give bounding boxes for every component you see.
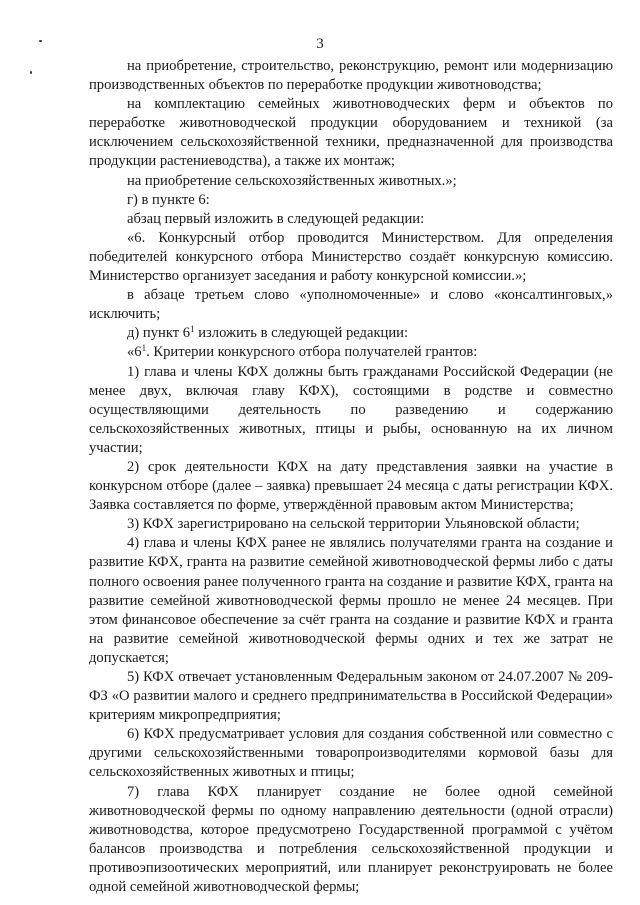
paragraph: на комплектацию семейных животноводческих ферм и объектов по переработке животноводческой продукции оборудованием и техникой (за исключением сельскохозяйственной техники, предназначенной для производства продукции растениеводства), а также их монтаж; [89, 96, 613, 170]
paragraph: абзац первый изложить в следующей редакции: [127, 210, 425, 227]
scan-speck [39, 40, 42, 42]
document-body [89, 57, 613, 897]
paragraph: «6. Конкурсный отбор проводится Министерством. Для определения победителей конкурсного отбора Министерство создаёт конкурсную комиссию. Министерство организует заседания и работу конкурсной комиссии.»; [89, 229, 613, 285]
paragraph-text: изложить в следующей редакции: [194, 325, 409, 342]
paragraph: в абзаце третьем слово «уполномоченные» и слово «консалтинговых,» исключить; [89, 287, 613, 323]
page-number: 3 [316, 36, 324, 52]
paragraph: 3) КФХ зарегистрировано на сельской территории Ульяновской области; [127, 516, 580, 533]
paragraph-text: «6 [127, 344, 142, 361]
superscript: 1 [141, 343, 147, 354]
superscript: 1 [190, 324, 195, 335]
paragraph-text: д) пункт 6 [127, 325, 191, 342]
paragraph: 1) глава и члены КФХ должны быть гражданами Российской Федерации (не менее двух, включая главу КФХ), состоящими в родстве и совместно осуществляющими деятельность по разведению и содержанию сельскохозяйственных животных, птицы и рыбы, основанную на их личном участии; [89, 363, 613, 456]
paragraph: 5) КФХ отвечает установленным Федеральным законом от 24.07.2007 № 209-ФЗ «О развитии малого и среднего предпринимательства в Российской Федерации» критериям микропредприятия; [89, 669, 613, 724]
paragraph [89, 343, 613, 362]
paragraph: 7) глава КФХ планирует создание не более одной семейной животноводческой фермы по одному направлению деятельности (одной отрасли) животноводства, которое предусмотрено Государственной программой с учётом балансов производства и потребления сельскохозяйственной продукции и противоэпизоотических мероприятий, или планирует реконструировать не более одной семейной животноводческой фермы; [89, 783, 613, 896]
paragraph: 6) КФХ предусматривает условия для создания собственной или совместно с другими сельскохозяйственными товаропроизводителями кормовой базы для сельскохозяйственных животных и птицы; [89, 726, 613, 781]
paragraph: на приобретение сельскохозяйственных животных.»; [127, 172, 457, 189]
paragraph: г) в пункте 6: [127, 191, 210, 208]
paragraph-text: . Критерии конкурсного отбора получателей грантов: [146, 344, 478, 361]
paragraph [89, 324, 613, 343]
paragraph: 2) срок деятельности КФХ на дату представления заявки на участие в конкурсном отборе (далее – заявка) превышает 24 месяца с даты регистрации КФХ. Заявка составляется по форме, утверждённой правовым актом Министерства; [89, 458, 613, 514]
paragraph: на приобретение, строительство, реконструкцию, ремонт или модернизацию производственных объектов по переработке продукции животноводства; [89, 58, 613, 94]
scan-speck [30, 71, 32, 74]
paragraph: 4) глава и члены КФХ ранее не являлись получателями гранта на создание и развитие КФХ, гранта на развитие семейной животноводческой фермы либо с даты полного освоения ранее полученного гранта на создание и развитие КФХ, гранта на развитие семейной животноводческой фермы прошло не менее 24 месяцев. При этом финансовое обеспечение за счёт гранта на создание и развитие КФХ и гранта на развитие семейной животноводческой фермы одних и тех же затрат не допускается; [89, 535, 613, 666]
